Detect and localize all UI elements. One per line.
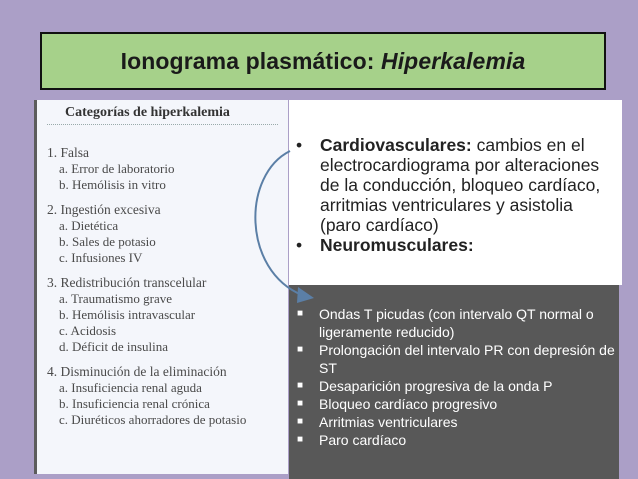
ecg-finding-text: Prolongación del intervalo PR con depresión de ST xyxy=(319,342,615,376)
bullet-text xyxy=(320,135,618,235)
category-group-title: 1. Falsa xyxy=(47,145,89,160)
category-item: b. Hemólisis in vitro xyxy=(59,177,166,192)
categories-heading: Categorías de hiperkalemia xyxy=(65,105,230,120)
category-item: c. Diuréticos ahorradores de potasio xyxy=(59,412,247,427)
category-item: c. Acidosis xyxy=(59,323,117,338)
manifestation-bullet xyxy=(296,135,618,235)
category-item: b. Sales de potasio xyxy=(59,234,156,249)
ecg-finding-text: Arritmias ventriculares xyxy=(319,414,458,430)
manifestations-list xyxy=(296,135,618,255)
bullet-description: cambios en el electrocardiograma por alteraciones de la conducción, bloqueo cardíaco, arritmias ventriculares y asistolia (paro cardíaco) xyxy=(320,135,601,235)
square-bullet-icon: ■ xyxy=(297,416,304,427)
category-group-title: 3. Redistribución transcelular xyxy=(47,275,207,290)
bullet-label: Cardiovasculares: xyxy=(320,135,472,155)
square-bullet-icon: ■ xyxy=(297,398,304,409)
square-bullet-icon: ■ xyxy=(297,380,304,391)
slide-title xyxy=(121,48,526,75)
ecg-finding-item xyxy=(297,395,617,413)
category-item: d. Déficit de insulina xyxy=(59,339,169,354)
title-emphasis: Hiperkalemia xyxy=(380,47,526,74)
ecg-finding-item xyxy=(297,305,617,341)
bullet-dot-icon: • xyxy=(296,235,303,255)
manifestation-bullet xyxy=(296,235,618,255)
title-main: Ionograma plasmático: xyxy=(120,47,381,74)
bullet-text xyxy=(320,235,474,255)
category-item: c. Infusiones IV xyxy=(59,250,143,265)
category-group-title: 2. Ingestión excesiva xyxy=(47,202,161,217)
ecg-findings-list xyxy=(297,305,617,449)
category-item: a. Insuficiencia renal aguda xyxy=(59,380,202,395)
ecg-finding-text: Bloqueo cardíaco progresivo xyxy=(319,396,498,412)
category-item: a. Traumatismo grave xyxy=(59,291,173,306)
ecg-finding-text: Paro cardíaco xyxy=(319,432,407,448)
bullet-dot-icon: • xyxy=(296,135,303,155)
category-group-title: 4. Disminución de la eliminación xyxy=(47,364,227,379)
ecg-finding-item xyxy=(297,341,617,377)
slide-title-box xyxy=(40,32,606,90)
ecg-finding-item xyxy=(297,377,617,395)
ecg-finding-text: Ondas T picudas (con intervalo QT normal o ligeramente reducido) xyxy=(319,306,594,340)
bullet-label: Neuromusculares: xyxy=(320,235,474,255)
square-bullet-icon: ■ xyxy=(297,308,304,319)
category-item: b. Insuficiencia renal crónica xyxy=(59,396,210,411)
ecg-finding-item xyxy=(297,431,617,449)
square-bullet-icon: ■ xyxy=(297,344,304,355)
category-item: a. Error de laboratorio xyxy=(59,161,175,176)
square-bullet-icon: ■ xyxy=(297,434,304,445)
category-item: a. Dietética xyxy=(59,218,119,233)
ecg-finding-item xyxy=(297,413,617,431)
ecg-finding-text: Desaparición progresiva de la onda P xyxy=(319,378,553,394)
curved-arrow-icon xyxy=(240,145,320,305)
category-item: b. Hemólisis intravascular xyxy=(59,307,196,322)
category-group xyxy=(47,364,288,428)
